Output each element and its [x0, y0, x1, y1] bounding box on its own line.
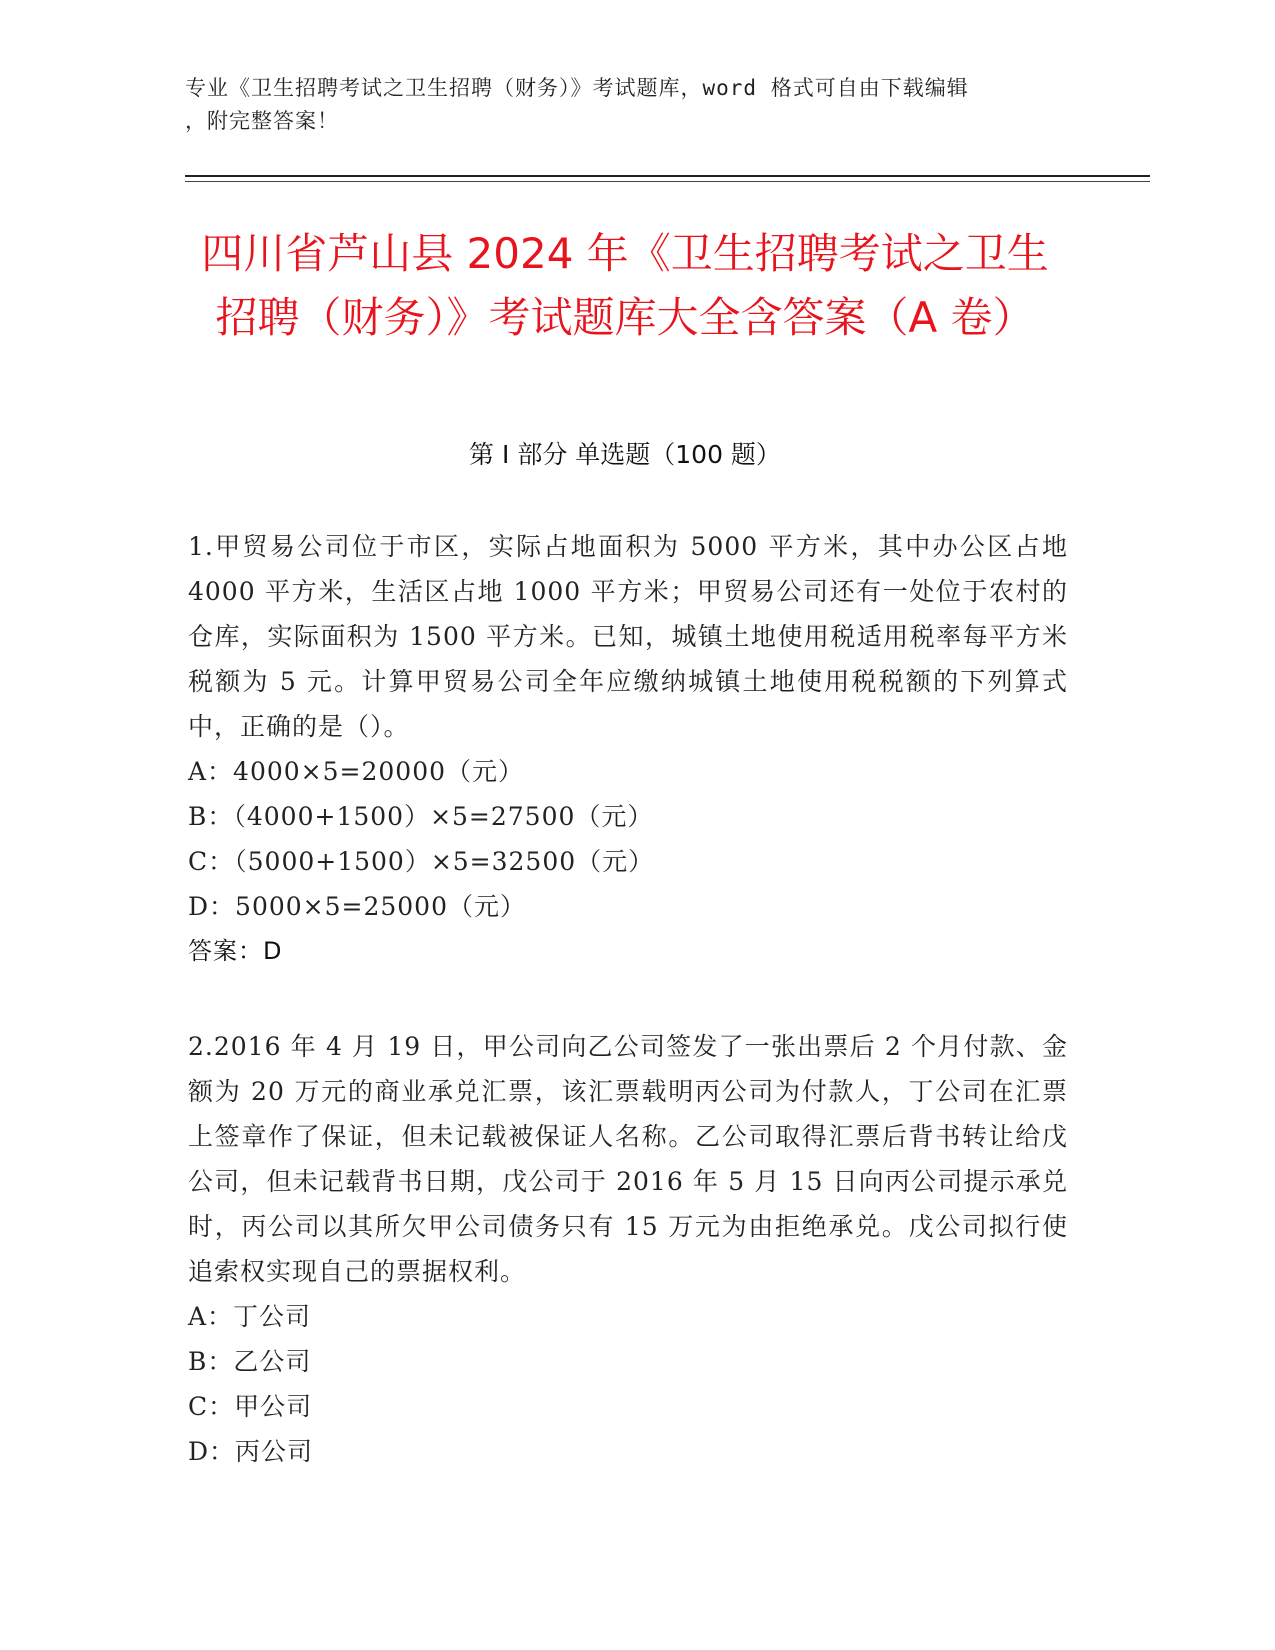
header-note — [185, 72, 1065, 138]
question-2-option-d: D：丙公司 — [188, 1437, 314, 1466]
question-2 — [188, 1024, 1068, 1474]
header-divider-thin — [185, 181, 1150, 182]
question-2-option-c: C：甲公司 — [188, 1392, 313, 1421]
question-1-option-b: B：（4000+1500）×5=27500（元） — [188, 802, 654, 831]
header-note-line-2: ，附完整答案！ — [185, 109, 339, 133]
question-2-option-b: B：乙公司 — [188, 1347, 312, 1376]
section-heading: 第 I 部分 单选题（100 题） — [469, 440, 781, 469]
question-1-answer: 答案：D — [188, 937, 283, 965]
document-title: 四川省芦山县 2024 年《卫生招聘考试之卫生招聘（财务）》考试题库大全含答案（A 卷） — [201, 229, 1049, 342]
header-note-line-1: 专业《卫生招聘考试之卫生招聘（财务）》考试题库，word 格式可自由下载编辑 — [185, 76, 969, 100]
question-2-option-a: A：丁公司 — [188, 1302, 312, 1331]
question-1-option-c: C：（5000+1500）×5=32500（元） — [188, 847, 655, 876]
header-divider-thick — [185, 175, 1150, 177]
question-2-stem: 2.2016 年 4 月 19 日，甲公司向乙公司签发了一张出票后 2 个月付款、金额为 20 万元的商业承兑汇票，该汇票载明丙公司为付款人，丁公司在汇票上签章作了保证，但未记载被保证人名称。乙公司取得汇票后背书转让给戊公司，但未记载背书日期，戊公司于 2016 年 5 月 15 日向丙公司提示承兑时，丙公司以其所欠甲公司债务只有 15 万元为由拒绝承兑。戊公司拟行使追索权实现自己的票据权利。 — [188, 1032, 1068, 1286]
question-1-stem: 1.甲贸易公司位于市区，实际占地面积为 5000 平方米，其中办公区占地 4000 平方米，生活区占地 1000 平方米；甲贸易公司还有一处位于农村的仓库，实际面积为 1500 平方米。已知，城镇土地使用税适用税率每平方米税额为 5 元。计算甲贸易公司全年应缴纳城镇土地使用税税额的下列算式中，正确的是（）。 — [188, 532, 1068, 741]
question-1 — [188, 524, 1068, 974]
question-1-option-d: D：5000×5=25000（元） — [188, 892, 526, 921]
question-1-option-a: A：4000×5=20000（元） — [188, 757, 525, 786]
